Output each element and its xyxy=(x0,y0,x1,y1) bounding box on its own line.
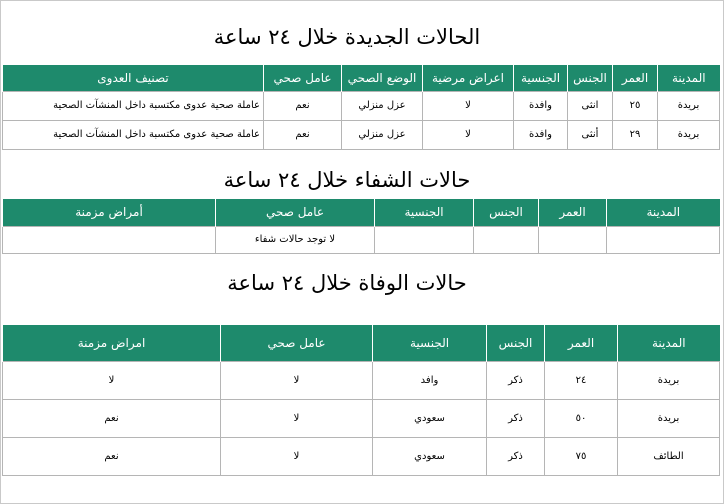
header-symptoms: اعراض مرضية xyxy=(423,65,514,91)
recovered-cases-title: حالات الشفاء خلال ٢٤ ساعة xyxy=(223,168,471,192)
cell-nationality: سعودي xyxy=(373,437,487,475)
header-gender: الجنس xyxy=(474,199,539,226)
cell-city: بريدة xyxy=(618,399,720,437)
cell-chronic-diseases: نعم xyxy=(3,437,221,475)
death-header-row xyxy=(3,325,720,361)
header-infection-class: تصنيف العدوى xyxy=(3,65,264,91)
header-age: العمر xyxy=(545,325,618,361)
cell-nationality xyxy=(375,226,474,253)
cell-city: بريدة xyxy=(618,361,720,399)
table-row xyxy=(3,120,720,149)
cell-age xyxy=(539,226,607,253)
table-row xyxy=(3,226,720,253)
header-nationality: الجنسية xyxy=(514,65,568,91)
header-gender: الجنس xyxy=(487,325,545,361)
cell-nationality: وافد xyxy=(373,361,487,399)
header-health-status: الوضع الصحي xyxy=(342,65,423,91)
cell-health-status: عزل منزلي xyxy=(342,91,423,120)
header-gender: الجنس xyxy=(568,65,613,91)
cell-age: ٢٩ xyxy=(613,120,658,149)
cell-age: ٢٤ xyxy=(545,361,618,399)
death-cases-title: حالات الوفاة خلال ٢٤ ساعة xyxy=(227,271,467,295)
table-row xyxy=(3,399,720,437)
cell-gender: أنثى xyxy=(568,120,613,149)
new-cases-header-row xyxy=(3,65,720,91)
header-health-worker: عامل صحي xyxy=(221,325,373,361)
cell-gender: ذكر xyxy=(487,399,545,437)
table-row xyxy=(3,91,720,120)
header-nationality: الجنسية xyxy=(375,199,474,226)
cell-age: ٥٠ xyxy=(545,399,618,437)
recovered-cases-table xyxy=(2,199,720,254)
header-chronic-diseases: امراض مزمنة xyxy=(3,325,221,361)
cell-infection-class: عاملة صحية عدوى مكتسبة داخل المنشآت الصحية xyxy=(3,91,264,120)
cell-gender: ذكر xyxy=(487,437,545,475)
cell-gender: ذكر xyxy=(487,361,545,399)
cell-nationality: وافدة xyxy=(514,91,568,120)
cell-city: بريدة xyxy=(658,91,720,120)
cell-infection-class: عاملة صحية عدوى مكتسبة داخل المنشآت الصحية xyxy=(3,120,264,149)
cell-health-worker: لا xyxy=(221,361,373,399)
no-recovered-cases-text: لا توجد حالات شفاء xyxy=(216,226,375,253)
cell-nationality: سعودي xyxy=(373,399,487,437)
header-age: العمر xyxy=(539,199,607,226)
cell-symptoms: لا xyxy=(423,91,514,120)
death-cases-table xyxy=(2,325,720,476)
cell-health-worker: نعم xyxy=(264,91,342,120)
recovered-header-row xyxy=(3,199,720,226)
cell-chronic-diseases: نعم xyxy=(3,399,221,437)
cell-chronic-diseases xyxy=(3,226,216,253)
cell-chronic-diseases: لا xyxy=(3,361,221,399)
header-health-worker: عامل صحي xyxy=(216,199,375,226)
cell-health-worker: نعم xyxy=(264,120,342,149)
header-nationality: الجنسية xyxy=(373,325,487,361)
header-age: العمر xyxy=(613,65,658,91)
cell-symptoms: لا xyxy=(423,120,514,149)
cell-gender xyxy=(474,226,539,253)
cell-city: الطائف xyxy=(618,437,720,475)
table-row xyxy=(3,437,720,475)
cell-health-status: عزل منزلي xyxy=(342,120,423,149)
new-cases-table xyxy=(2,65,720,150)
cell-nationality: وافدة xyxy=(514,120,568,149)
cell-health-worker: لا xyxy=(221,437,373,475)
table-row xyxy=(3,361,720,399)
cell-age: ٧٥ xyxy=(545,437,618,475)
cell-city xyxy=(607,226,720,253)
cell-age: ٢٥ xyxy=(613,91,658,120)
header-chronic-diseases: أمراض مزمنة xyxy=(3,199,216,226)
header-city: المدينة xyxy=(658,65,720,91)
cell-city: بريدة xyxy=(658,120,720,149)
header-city: المدينة xyxy=(618,325,720,361)
header-city: المدينة xyxy=(607,199,720,226)
header-health-worker: عامل صحي xyxy=(264,65,342,91)
cell-gender: انثى xyxy=(568,91,613,120)
new-cases-title: الحالات الجديدة خلال ٢٤ ساعة xyxy=(213,25,481,49)
cell-health-worker: لا xyxy=(221,399,373,437)
